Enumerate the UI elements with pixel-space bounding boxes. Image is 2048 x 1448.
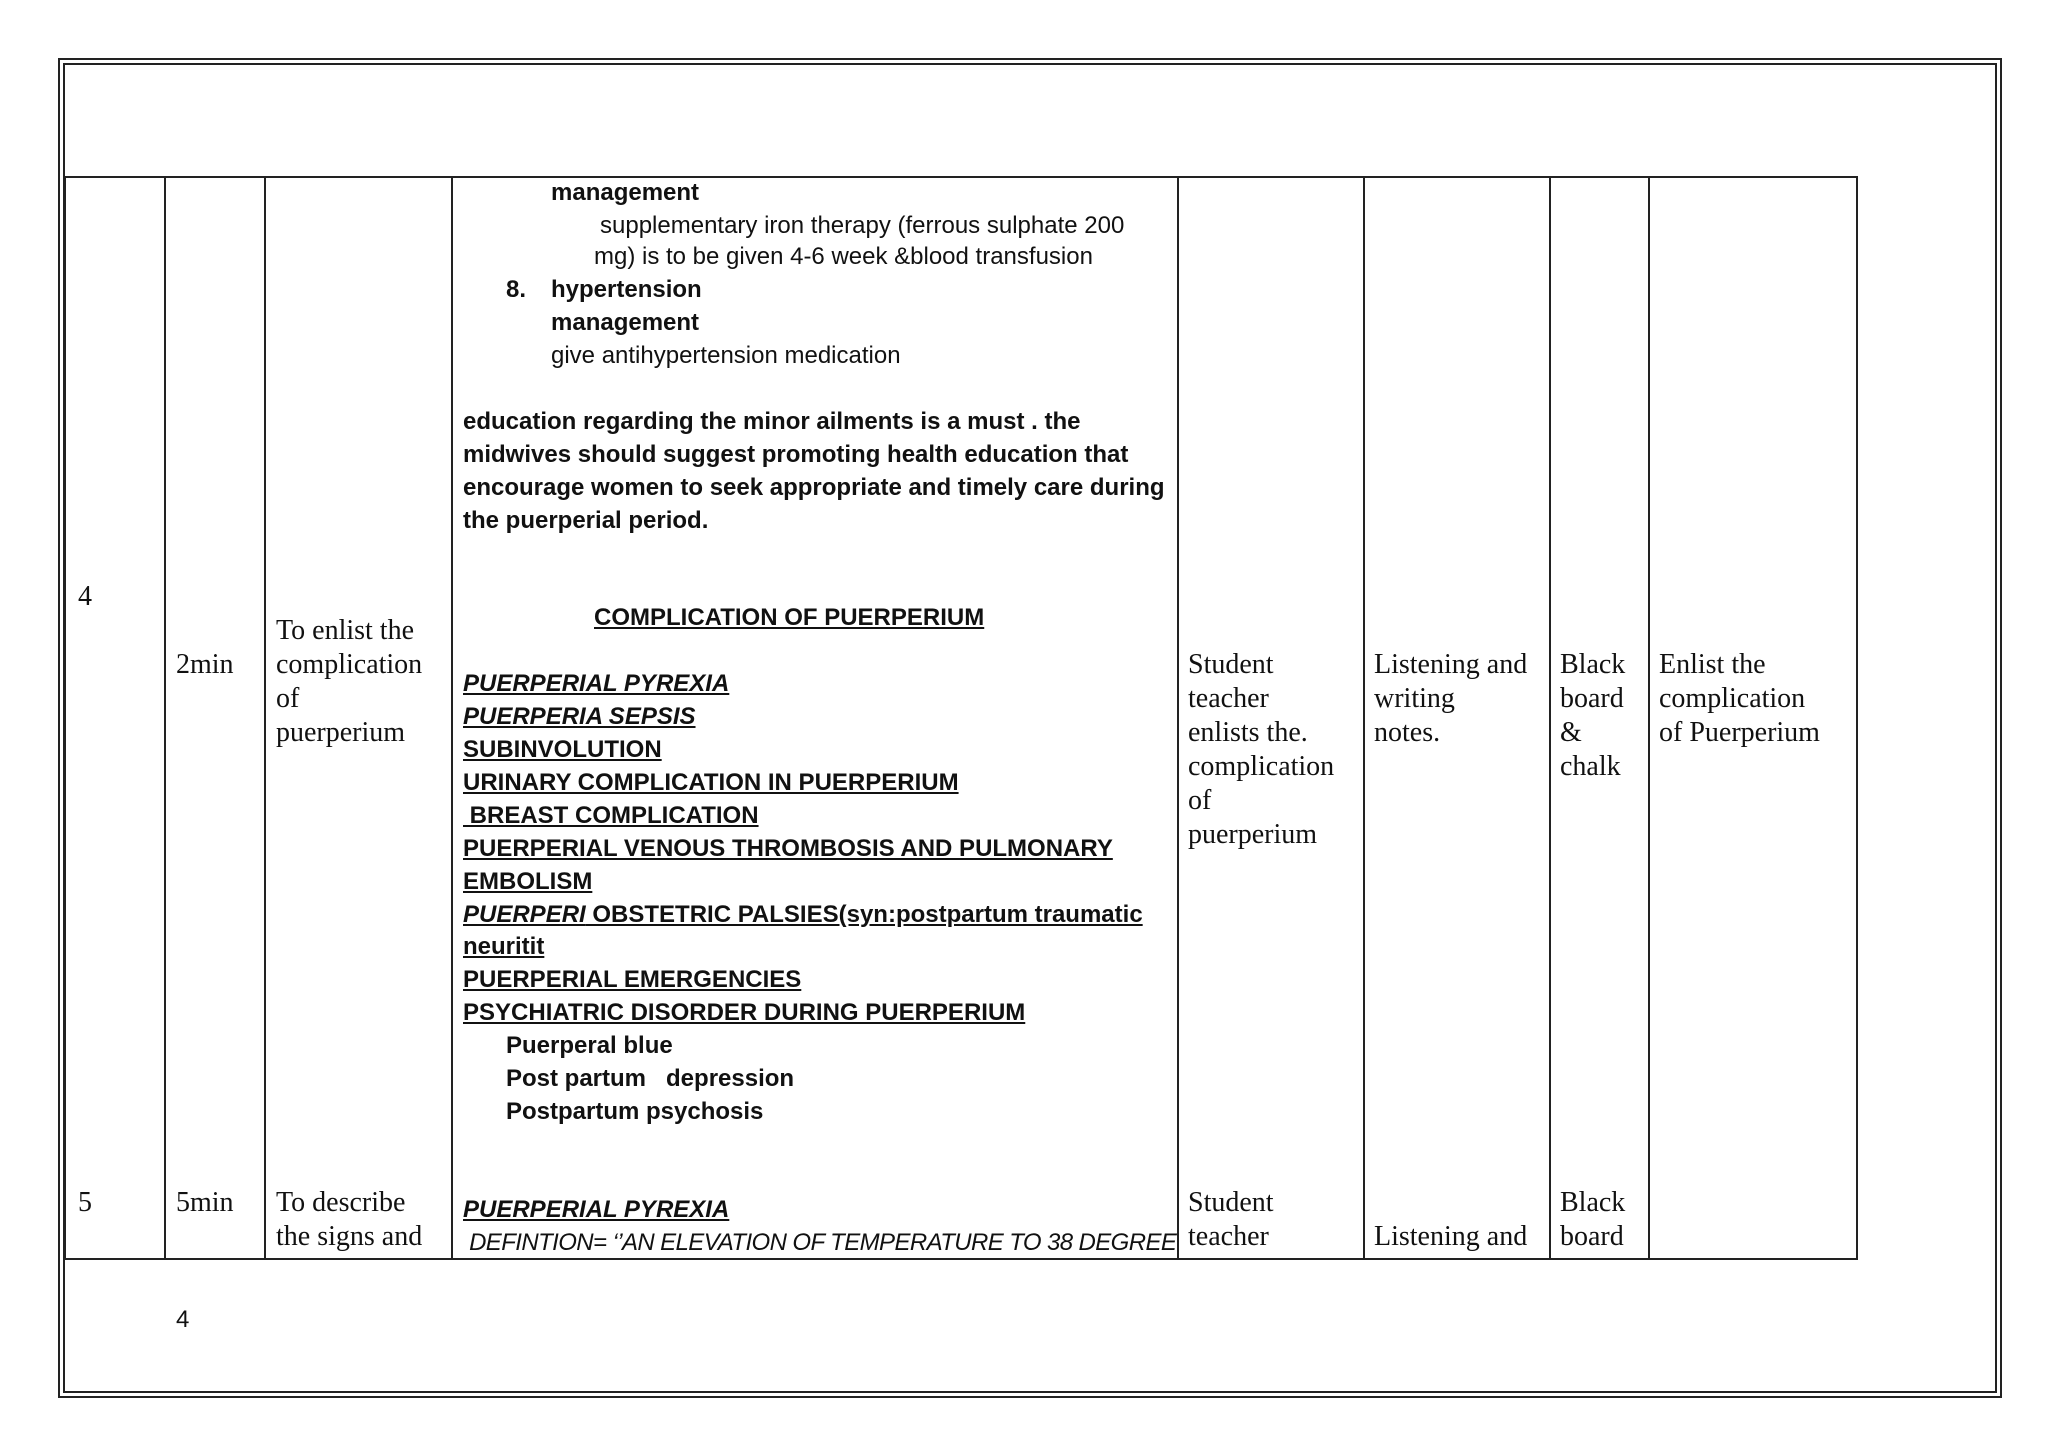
- palsies-italic: PUERPERI: [463, 901, 586, 928]
- evaluation-line: complication: [1659, 683, 1806, 714]
- complication-item: URINARY COMPLICATION IN PUERPERIUM: [463, 769, 959, 796]
- av-aids-line: &: [1560, 717, 1582, 748]
- teacher-activity-line: enlists the.: [1188, 717, 1308, 748]
- objective-cell: [276, 614, 422, 750]
- objective-line: To enlist the: [276, 615, 415, 646]
- av-aids-line: chalk: [1560, 751, 1621, 782]
- objective-line: complication: [276, 649, 423, 680]
- objective-line: puerperium: [276, 717, 406, 748]
- evaluation-line: of Puerperium: [1659, 717, 1820, 748]
- evaluation-line: Enlist the: [1659, 649, 1766, 680]
- learner-activity-cell: [1374, 648, 1527, 750]
- complication-item: EMBOLISM: [463, 868, 593, 895]
- objective-cell: [276, 1186, 422, 1254]
- iron-therapy-line: supplementary iron therapy (ferrous sulphate 200: [600, 212, 1125, 239]
- complication-item: SUBINVOLUTION: [463, 736, 662, 763]
- psychiatric-subitem: Postpartum psychosis: [506, 1098, 764, 1125]
- teacher-activity-line: Student: [1188, 1187, 1274, 1218]
- row-number: 4: [78, 581, 92, 612]
- antihypertension-line: give antihypertension medication: [551, 342, 901, 369]
- col-divider: [264, 178, 266, 1258]
- page-number: 4: [176, 1306, 190, 1333]
- teacher-activity-line: complication: [1188, 751, 1335, 782]
- learner-activity-line: Listening and: [1374, 1221, 1528, 1252]
- complication-item: neuritit: [463, 933, 545, 960]
- complication-item: PSYCHIATRIC DISORDER DURING PUERPERIUM: [463, 999, 1026, 1026]
- col-divider: [451, 178, 453, 1258]
- row-number: 5: [78, 1187, 92, 1218]
- av-aids-line: board: [1560, 1221, 1624, 1252]
- definition-line: DEFINTION= ‘’AN ELEVATION OF TEMPERATURE TO 38 DEGREE: [463, 1229, 1177, 1256]
- av-aids-cell: [1560, 1186, 1625, 1254]
- hypertension-heading: hypertension: [551, 276, 702, 303]
- palsies-text: OBSTETRIC PALSIES(syn:postpartum traumatic: [585, 901, 1143, 928]
- teacher-activity-cell: [1188, 1186, 1274, 1254]
- objective-line: of: [276, 683, 300, 714]
- item-number: 8.: [506, 276, 527, 303]
- psychiatric-subitem: Puerperal blue: [506, 1032, 673, 1059]
- complication-heading: COMPLICATION OF PUERPERIUM: [594, 604, 985, 631]
- learner-activity-line: Listening and: [1374, 649, 1528, 680]
- av-aids-line: board: [1560, 683, 1624, 714]
- teacher-activity-line: teacher: [1188, 683, 1269, 714]
- learner-activity-cell: [1374, 1220, 1527, 1254]
- time-cell: 5min: [176, 1187, 234, 1218]
- col-divider: [1177, 178, 1179, 1258]
- learner-activity-line: notes.: [1374, 717, 1441, 748]
- teacher-activity-line: puerperium: [1188, 819, 1318, 850]
- education-paragraph: [463, 405, 1165, 537]
- pyrexia-heading: PUERPERIAL PYREXIA: [463, 1196, 730, 1223]
- av-aids-cell: [1560, 648, 1625, 784]
- objective-line: To describe: [276, 1187, 406, 1218]
- col-divider: [1549, 178, 1551, 1258]
- complication-item: PUERPERIAL PYREXIA: [463, 670, 730, 697]
- teacher-activity-line: teacher: [1188, 1221, 1269, 1252]
- teacher-activity-line: Student: [1188, 649, 1274, 680]
- av-aids-line: Black: [1560, 1187, 1626, 1218]
- complication-item: BREAST COMPLICATION: [463, 802, 759, 829]
- complication-item: PUERPERIA SEPSIS: [463, 703, 696, 730]
- teacher-activity-cell: [1188, 648, 1334, 852]
- iron-therapy-line: mg) is to be given 4-6 week &blood transfusion: [594, 243, 1093, 270]
- complication-item: [463, 898, 1143, 931]
- col-divider: [164, 178, 166, 1258]
- education-line: encourage women to seek appropriate and timely care during: [463, 474, 1165, 501]
- education-line: the puerperial period.: [463, 507, 709, 534]
- col-divider: [1363, 178, 1365, 1258]
- complication-item: PUERPERIAL VENOUS THROMBOSIS AND PULMONARY: [463, 835, 1113, 862]
- psychiatric-subitem: Post partum depression: [506, 1065, 795, 1092]
- objective-line: the signs and: [276, 1221, 423, 1252]
- time-cell: 2min: [176, 649, 234, 680]
- management-heading: management: [551, 309, 700, 336]
- education-line: midwives should suggest promoting health education that: [463, 441, 1129, 468]
- teacher-activity-line: of: [1188, 785, 1212, 816]
- education-line: education regarding the minor ailments is a must . the: [463, 408, 1081, 435]
- management-heading: management: [551, 179, 700, 206]
- col-divider: [1648, 178, 1650, 1258]
- complication-item: PUERPERIAL EMERGENCIES: [463, 966, 802, 993]
- evaluation-cell: [1659, 648, 1820, 750]
- learner-activity-line: writing: [1374, 683, 1455, 714]
- av-aids-line: Black: [1560, 649, 1626, 680]
